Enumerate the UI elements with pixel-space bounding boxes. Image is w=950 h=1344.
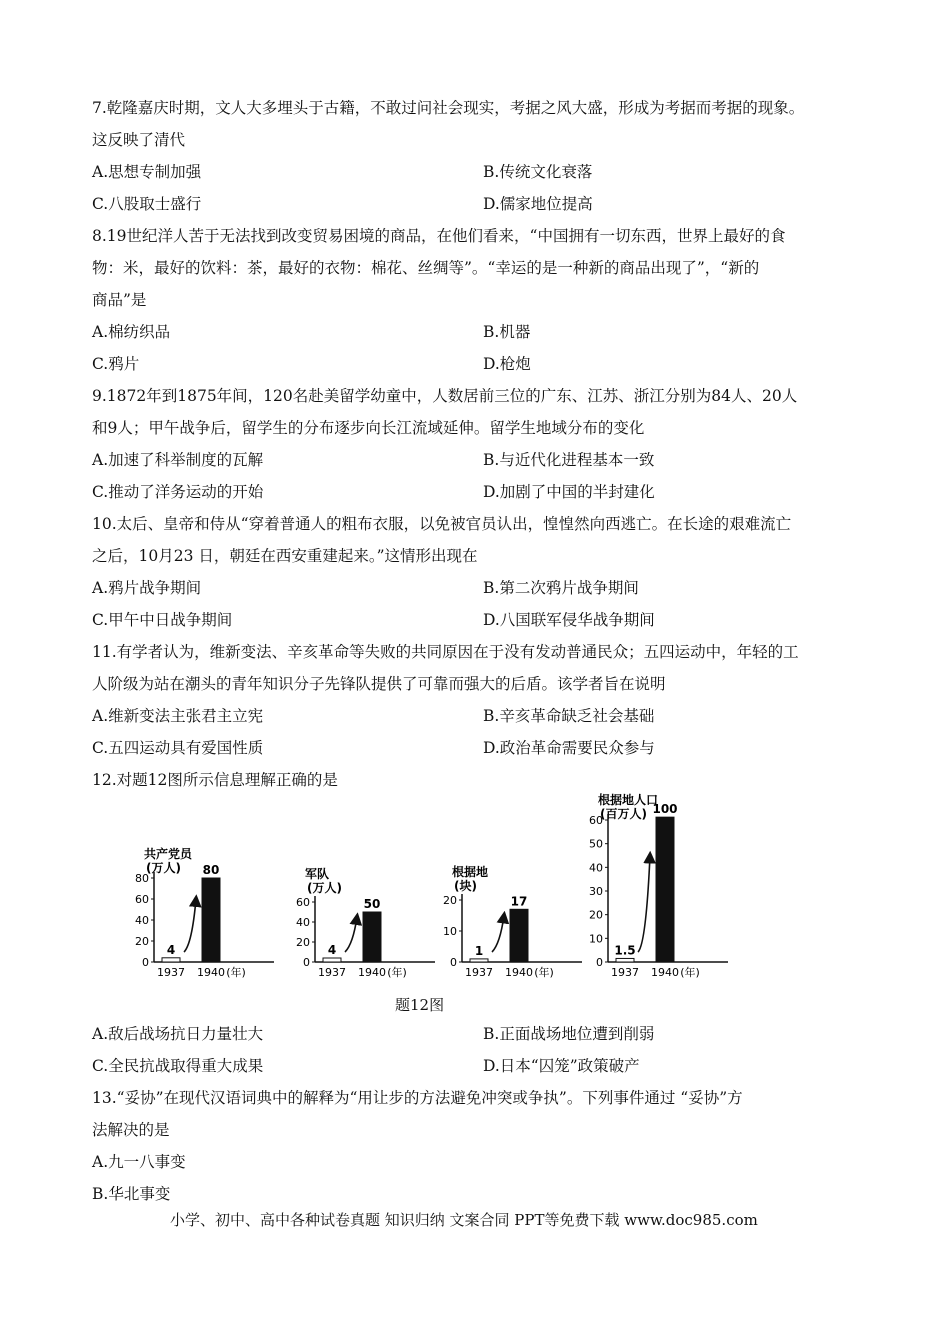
chart-0-category-label-1937: 1937: [157, 966, 185, 979]
chart-3-unit: (百万人): [600, 807, 647, 821]
chart-3-ytick-label: 30: [589, 885, 603, 898]
chart-0-unit: (万人): [146, 861, 181, 875]
chart-2-title: 根据地: [452, 865, 489, 879]
chart-2-category-label-1937: 1937: [465, 966, 493, 979]
chart-0-value-label-1937: 4: [166, 942, 176, 957]
chart-0-bar-1937: [162, 958, 180, 962]
chart-3-title: 根据地人口: [598, 793, 659, 807]
chart-3-bar-1937: [616, 958, 634, 962]
chart-1-value-label-1937: 4: [327, 943, 337, 957]
chart-3-ytick-label: 50: [589, 837, 603, 851]
q9-stem-line-2: 和9人；甲午战争后，留学生的分布逐步向长江流域延伸。留学生地域分布的变化: [92, 419, 645, 437]
chart-2-bar-1940: [510, 909, 528, 962]
chart-2-unit: (块): [454, 879, 477, 893]
chart-0-value-label-1940: 80: [202, 863, 220, 877]
chart-2-value-label-1940: 17: [510, 894, 528, 909]
q11-option-b[interactable]: B.辛亥革命缺乏社会基础: [483, 707, 655, 725]
q7-option-d[interactable]: D.儒家地位提高: [483, 195, 593, 213]
chart-1-ytick-label: 20: [296, 936, 310, 949]
q10-stem-line-1: 10.太后、皇帝和侍从“穿着普通人的粗布衣服，以免被官员认出，惶惶然向西逃亡。在长途的艰难流亡: [92, 515, 792, 533]
chart-2-ytick-label: 0: [450, 956, 457, 969]
chart-2-value-label-1937: 1: [474, 943, 484, 958]
q8-stem-line-1: 8.19世纪洋人苦于无法找到改变贸易困境的商品，在他们看来，“中国拥有一切东西，世界上最好的食: [92, 227, 786, 245]
chart-3-category-label-1940: 1940: [651, 966, 679, 979]
chart-2-x-unit: (年): [534, 966, 554, 979]
chart-3-ytick-label: 20: [589, 908, 603, 922]
chart-3-ytick-label: 60: [589, 814, 603, 827]
q13-option-a[interactable]: A.九一八事变: [92, 1153, 186, 1171]
q10-option-a[interactable]: A.鸦片战争期间: [92, 579, 202, 597]
q7-option-b[interactable]: B.传统文化衰落: [483, 163, 593, 181]
chart-1-ytick-label: 60: [296, 896, 310, 909]
chart-1-ytick-label: 0: [303, 956, 310, 969]
q12-option-c[interactable]: C.全民抗战取得重大成果: [92, 1057, 264, 1075]
q8-option-a[interactable]: A.棉纺织品: [92, 323, 171, 341]
chart-3-ytick-label: 10: [589, 932, 603, 946]
chart-0-ytick-label: 40: [135, 914, 149, 927]
chart-0-ytick-label: 60: [135, 893, 149, 906]
q13-stem-line-2: 法解决的是: [92, 1121, 170, 1139]
chart-1-category-label-1937: 1937: [318, 966, 346, 979]
q7-stem-line-1: 7.乾隆嘉庆时期，文人大多埋头于古籍，不敢过问社会现实，考据之风大盛，形成为考据而考据的现象。: [92, 99, 805, 117]
chart-3-x-unit: (年): [680, 966, 700, 979]
chart-2-category-label-1940: 1940: [505, 966, 533, 979]
chart-0-category-label-1940: 1940: [197, 966, 225, 979]
chart-0-ytick-label: 80: [135, 872, 149, 885]
chart-1-bar-1937: [323, 958, 341, 962]
chart-2-ytick-label: 20: [443, 894, 457, 907]
chart-0-ytick-label: 0: [142, 956, 149, 969]
q8-option-d[interactable]: D.枪炮: [483, 355, 531, 373]
chart-1-growth-arrow: [345, 917, 357, 952]
chart-1-x-unit: (年): [387, 966, 407, 979]
chart-1-ytick-label: 40: [296, 916, 310, 929]
chart-1-unit: (万人): [307, 881, 342, 895]
footer-text: 小学、初中、高中各种试卷真题 知识归纳 文案合同 PPT等免费下载 www.doc985.com: [170, 1211, 758, 1229]
chart-0-bar-1940: [202, 878, 220, 962]
q10-option-b[interactable]: B.第二次鸦片战争期间: [483, 579, 639, 597]
q12-stem-line-1: 12.对题12图所示信息理解正确的是: [92, 771, 338, 789]
chart-3-bar-1940: [656, 817, 674, 962]
q10-option-d[interactable]: D.八国联军侵华战争期间: [483, 611, 655, 629]
q8-option-c[interactable]: C.鸦片: [92, 355, 140, 373]
chart-0-x-unit: (年): [226, 966, 246, 979]
chart-0-ytick-label: 20: [135, 935, 149, 948]
figure-caption: 题12图: [395, 996, 445, 1014]
chart-1-category-label-1940: 1940: [358, 966, 386, 979]
q7-stem-line-2: 这反映了清代: [92, 131, 186, 149]
chart-3-ytick-label: 0: [596, 956, 603, 969]
chart-3-value-label-1940: 100: [652, 802, 678, 817]
q11-stem-line-2: 人阶级为站在潮头的青年知识分子先锋队提供了可靠而强大的后盾。该学者旨在说明: [92, 675, 666, 693]
q10-option-c[interactable]: C.甲午中日战争期间: [92, 611, 233, 629]
q13-option-b[interactable]: B.华北事变: [92, 1185, 171, 1203]
q8-stem-line-3: 商品”是: [92, 291, 147, 309]
q8-option-b[interactable]: B.机器: [483, 323, 531, 341]
q9-option-c[interactable]: C.推动了洋务运动的开始: [92, 483, 264, 501]
q7-option-c[interactable]: C.八股取士盛行: [92, 195, 202, 213]
q11-option-c[interactable]: C.五四运动具有爱国性质: [92, 739, 264, 757]
q11-option-d[interactable]: D.政治革命需要民众参与: [483, 739, 655, 757]
chart-3-value-label-1937: 1.5: [614, 943, 636, 958]
chart-1-value-label-1940: 50: [363, 897, 381, 911]
chart-2-ytick-label: 10: [443, 925, 457, 938]
q11-option-a[interactable]: A.维新变法主张君主立宪: [92, 707, 264, 725]
q10-stem-line-2: 之后，10月23 日，朝廷在西安重建起来。”这情形出现在: [92, 547, 478, 565]
q8-stem-line-2: 物：米，最好的饮料：茶，最好的衣物：棉花、丝绸等”。“幸运的是一种新的商品出现了”，“新的: [92, 259, 760, 277]
q9-stem-line-1: 9.1872年到1875年间，120名赴美留学幼童中，人数居前三位的广东、江苏、浙江分别为84人、20人: [92, 387, 798, 405]
chart-3-category-label-1937: 1937: [611, 966, 639, 979]
q9-option-a[interactable]: A.加速了科举制度的瓦解: [92, 451, 264, 469]
chart-2-bar-1937: [470, 959, 488, 962]
q12-option-a[interactable]: A.敌后战场抗日力量壮大: [92, 1025, 264, 1043]
chart-1-title: 军队: [305, 867, 330, 881]
chart-0-growth-arrow: [184, 899, 196, 952]
q9-option-d[interactable]: D.加剧了中国的半封建化: [483, 483, 655, 501]
chart-3-growth-arrow: [638, 856, 650, 953]
chart-0-title: 共产党员: [144, 847, 193, 861]
chart-2-growth-arrow: [492, 916, 504, 953]
q12-option-b[interactable]: B.正面战场地位遭到削弱: [483, 1025, 655, 1043]
q13-stem-line-1: 13.“妥协”在现代汉语词典中的解释为“用让步的方法避免冲突或争执”。下列事件通过 “妥协”方: [92, 1089, 743, 1107]
q12-bar-charts: [130, 790, 750, 990]
q11-stem-line-1: 11.有学者认为，维新变法、辛亥革命等失败的共同原因在于没有发动普通民众；五四运动中，年轻的工: [92, 643, 799, 661]
chart-3-ytick-label: 40: [589, 861, 603, 875]
chart-1-bar-1940: [363, 912, 381, 962]
q12-option-d[interactable]: D.日本“囚笼”政策破产: [483, 1057, 640, 1075]
q7-option-a[interactable]: A.思想专制加强: [92, 163, 202, 181]
q12-figure: [130, 790, 750, 990]
q9-option-b[interactable]: B.与近代化进程基本一致: [483, 451, 655, 469]
